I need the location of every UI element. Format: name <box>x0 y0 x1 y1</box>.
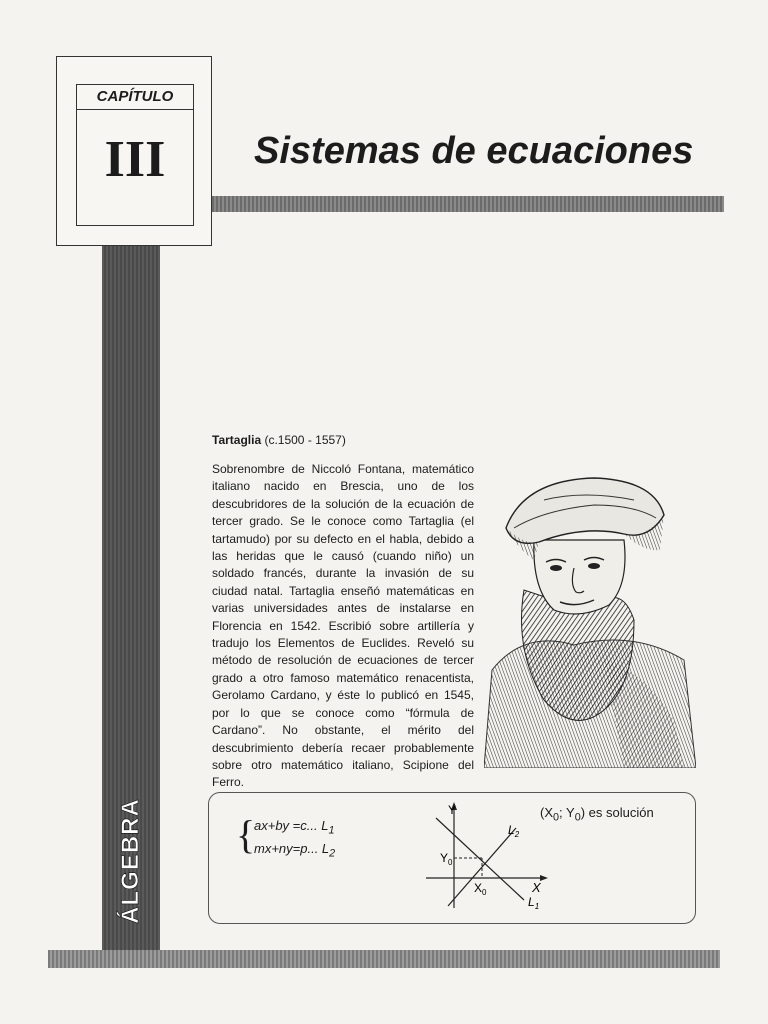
sol-suffix: ) es solución <box>580 805 654 820</box>
bio-paragraph: Sobrenombre de Niccoló Fontana, matemático italiano nacido en Brescia, uno de los descubridores de la solución de la ecuación de tercer grado. Se le conoce como Tartaglia (el tartamudo) por su defecto en el habla, debido a las heridas que le causó (cuando niño) un soldado francés, durante la invasión de su ciudad natal. Tartaglia enseñó matemáticas en varias universidades antes de instalarse en Florencia en 1542. Escribió sobre artillería y tradujo los Elementos de Euclides. Reveló su método de resolución de ecuaciones de tercer grado a otro famoso matemático renacentista, Gerolamo Cardano, y éste lo publicó en 1545, por lo que se conoce como “fórmula de Cardano”. No obstante, el mérito del descubrimiento debería recaer probablemente sobre otro matemático italiano, Scipione del Ferro. <box>212 462 474 790</box>
bio-heading <box>212 433 346 447</box>
x-axis-arrow <box>540 875 548 881</box>
tartaglia-portrait <box>484 470 696 768</box>
eq2-sub: 2 <box>329 847 336 860</box>
chapter-number: III <box>104 131 166 188</box>
sidebar-section-label <box>102 776 160 946</box>
lines-graph <box>420 798 560 914</box>
equation-1 <box>254 818 334 837</box>
l1-label: $L_1$ <box>528 895 540 911</box>
solution-note <box>540 805 654 824</box>
system-brace: { <box>236 812 256 857</box>
sol-sub0: 0 <box>553 811 560 824</box>
y0-label: $Y_0$ <box>440 851 453 867</box>
l2-label: $L_2$ <box>508 823 520 839</box>
equation-2 <box>254 841 335 860</box>
eq1-text: ax+by =c... L <box>254 818 329 833</box>
chapter-title: Sistemas de ecuaciones <box>254 130 694 172</box>
bio-name: Tartaglia <box>212 433 262 447</box>
sol-sub1: 0 <box>574 811 581 824</box>
section-text: ÁLGEBRA <box>117 798 144 924</box>
title-rule <box>212 196 724 212</box>
x0-label: $X_0$ <box>474 881 487 897</box>
axis-x-label: X <box>532 880 541 895</box>
sol-mid: ; Y <box>559 805 575 820</box>
sol-prefix: (X <box>540 805 553 820</box>
bottom-rule <box>48 950 720 968</box>
axis-y-label: Y <box>448 803 457 817</box>
chapter-label: CAPÍTULO <box>76 84 194 110</box>
eq1-sub: 1 <box>328 824 335 837</box>
bio-dates: (c.1500 - 1557) <box>261 433 346 447</box>
eq2-text: mx+ny=p... L <box>254 841 330 856</box>
